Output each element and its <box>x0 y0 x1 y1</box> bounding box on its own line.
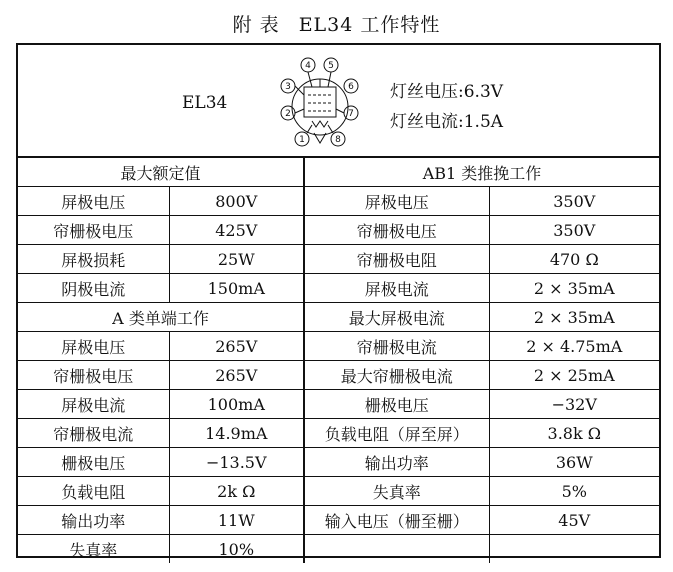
cell-value: 3.8k Ω <box>489 419 659 448</box>
cell-value: 14.9mA <box>169 419 304 448</box>
filament-current: 灯丝电流:1.5A <box>390 112 504 132</box>
cell-value: 36W <box>489 448 659 477</box>
cell-label: 屏极电压 <box>18 332 169 361</box>
cell-label: 负载电阻 <box>18 477 169 506</box>
cell-label: 屏极电压 <box>18 187 169 216</box>
page-title <box>0 10 673 37</box>
characteristics-table <box>18 158 659 563</box>
table-row <box>18 187 659 216</box>
cell-label: 阴极电流 <box>18 274 169 303</box>
cell-label: 栅极电压 <box>304 390 489 419</box>
empty-cell <box>304 535 489 564</box>
cell-label: 输入电压（栅至栅） <box>304 506 489 535</box>
table-row <box>18 274 659 303</box>
table-row <box>18 245 659 274</box>
cell-value: −13.5V <box>169 448 304 477</box>
cell-value: 11W <box>169 506 304 535</box>
heater <box>312 121 328 127</box>
cell-value: 2 × 25mA <box>489 361 659 390</box>
cell-value: 800V <box>169 187 304 216</box>
table-row <box>18 390 659 419</box>
pin-label-1: 1 <box>299 135 305 145</box>
empty-cell <box>489 535 659 564</box>
pin-label-2: 2 <box>285 109 291 119</box>
cell-label: 屏极电压 <box>304 187 489 216</box>
table-row <box>18 506 659 535</box>
table-row <box>18 216 659 245</box>
cell-value: 2 × 35mA <box>489 274 659 303</box>
cell-value: 265V <box>169 361 304 390</box>
cell-label: 最大屏极电流 <box>304 303 489 332</box>
pin-label-3: 3 <box>285 82 291 92</box>
cell-label: 帘栅极电阻 <box>304 245 489 274</box>
cell-value: 470 Ω <box>489 245 659 274</box>
pin-label-7: 7 <box>348 109 354 119</box>
cell-value: 45V <box>489 506 659 535</box>
cell-value: 350V <box>489 187 659 216</box>
table-row <box>18 158 659 187</box>
cell-value: 150mA <box>169 274 304 303</box>
cell-label: 屏极电流 <box>304 274 489 303</box>
table-row <box>18 361 659 390</box>
table-row <box>18 477 659 506</box>
ab1-title: AB1 类推挽工作 <box>304 158 659 187</box>
cell-value: 10% <box>169 535 304 564</box>
pinout-diagram <box>264 51 374 153</box>
pin-label-6: 6 <box>348 82 354 92</box>
cell-label: 输出功率 <box>18 506 169 535</box>
pin-label-5: 5 <box>328 61 334 71</box>
max-ratings-title: 最大额定值 <box>18 158 304 187</box>
pin-label-8: 8 <box>335 135 341 145</box>
cell-value: 25W <box>169 245 304 274</box>
cell-label: 帘栅极电流 <box>18 419 169 448</box>
table-row <box>18 332 659 361</box>
table-row <box>18 419 659 448</box>
cell-value: 2 × 35mA <box>489 303 659 332</box>
tube-model: EL34 <box>182 93 228 113</box>
pin-label-4: 4 <box>305 61 311 71</box>
cell-label: 输出功率 <box>304 448 489 477</box>
spec-table-frame <box>16 43 661 558</box>
filament-voltage: 灯丝电压:6.3V <box>390 82 504 102</box>
cell-value: 2 × 4.75mA <box>489 332 659 361</box>
cell-value: 100mA <box>169 390 304 419</box>
cell-label: 帘栅极电压 <box>304 216 489 245</box>
cell-label: 屏极损耗 <box>18 245 169 274</box>
table-row <box>18 535 659 564</box>
cell-label: 帘栅极电压 <box>18 361 169 390</box>
title-text: EL34 工作特性 <box>298 14 441 36</box>
cell-label: 栅极电压 <box>18 448 169 477</box>
cell-label: 失真率 <box>18 535 169 564</box>
table-row <box>18 448 659 477</box>
table-row <box>18 303 659 332</box>
title-prefix: 附 表 <box>232 14 280 36</box>
cell-label: 最大帘栅极电流 <box>304 361 489 390</box>
cell-value: 425V <box>169 216 304 245</box>
cell-value: 5% <box>489 477 659 506</box>
cell-value: −32V <box>489 390 659 419</box>
cell-label: 失真率 <box>304 477 489 506</box>
cell-value: 265V <box>169 332 304 361</box>
cell-value: 2k Ω <box>169 477 304 506</box>
cell-label: 负载电阻（屏至屏） <box>304 419 489 448</box>
cell-label: 屏极电流 <box>18 390 169 419</box>
class-a-title: A 类单端工作 <box>18 303 304 332</box>
cell-label: 帘栅极电流 <box>304 332 489 361</box>
cell-value: 350V <box>489 216 659 245</box>
cell-label: 帘栅极电压 <box>18 216 169 245</box>
plate-electrode <box>304 87 336 117</box>
